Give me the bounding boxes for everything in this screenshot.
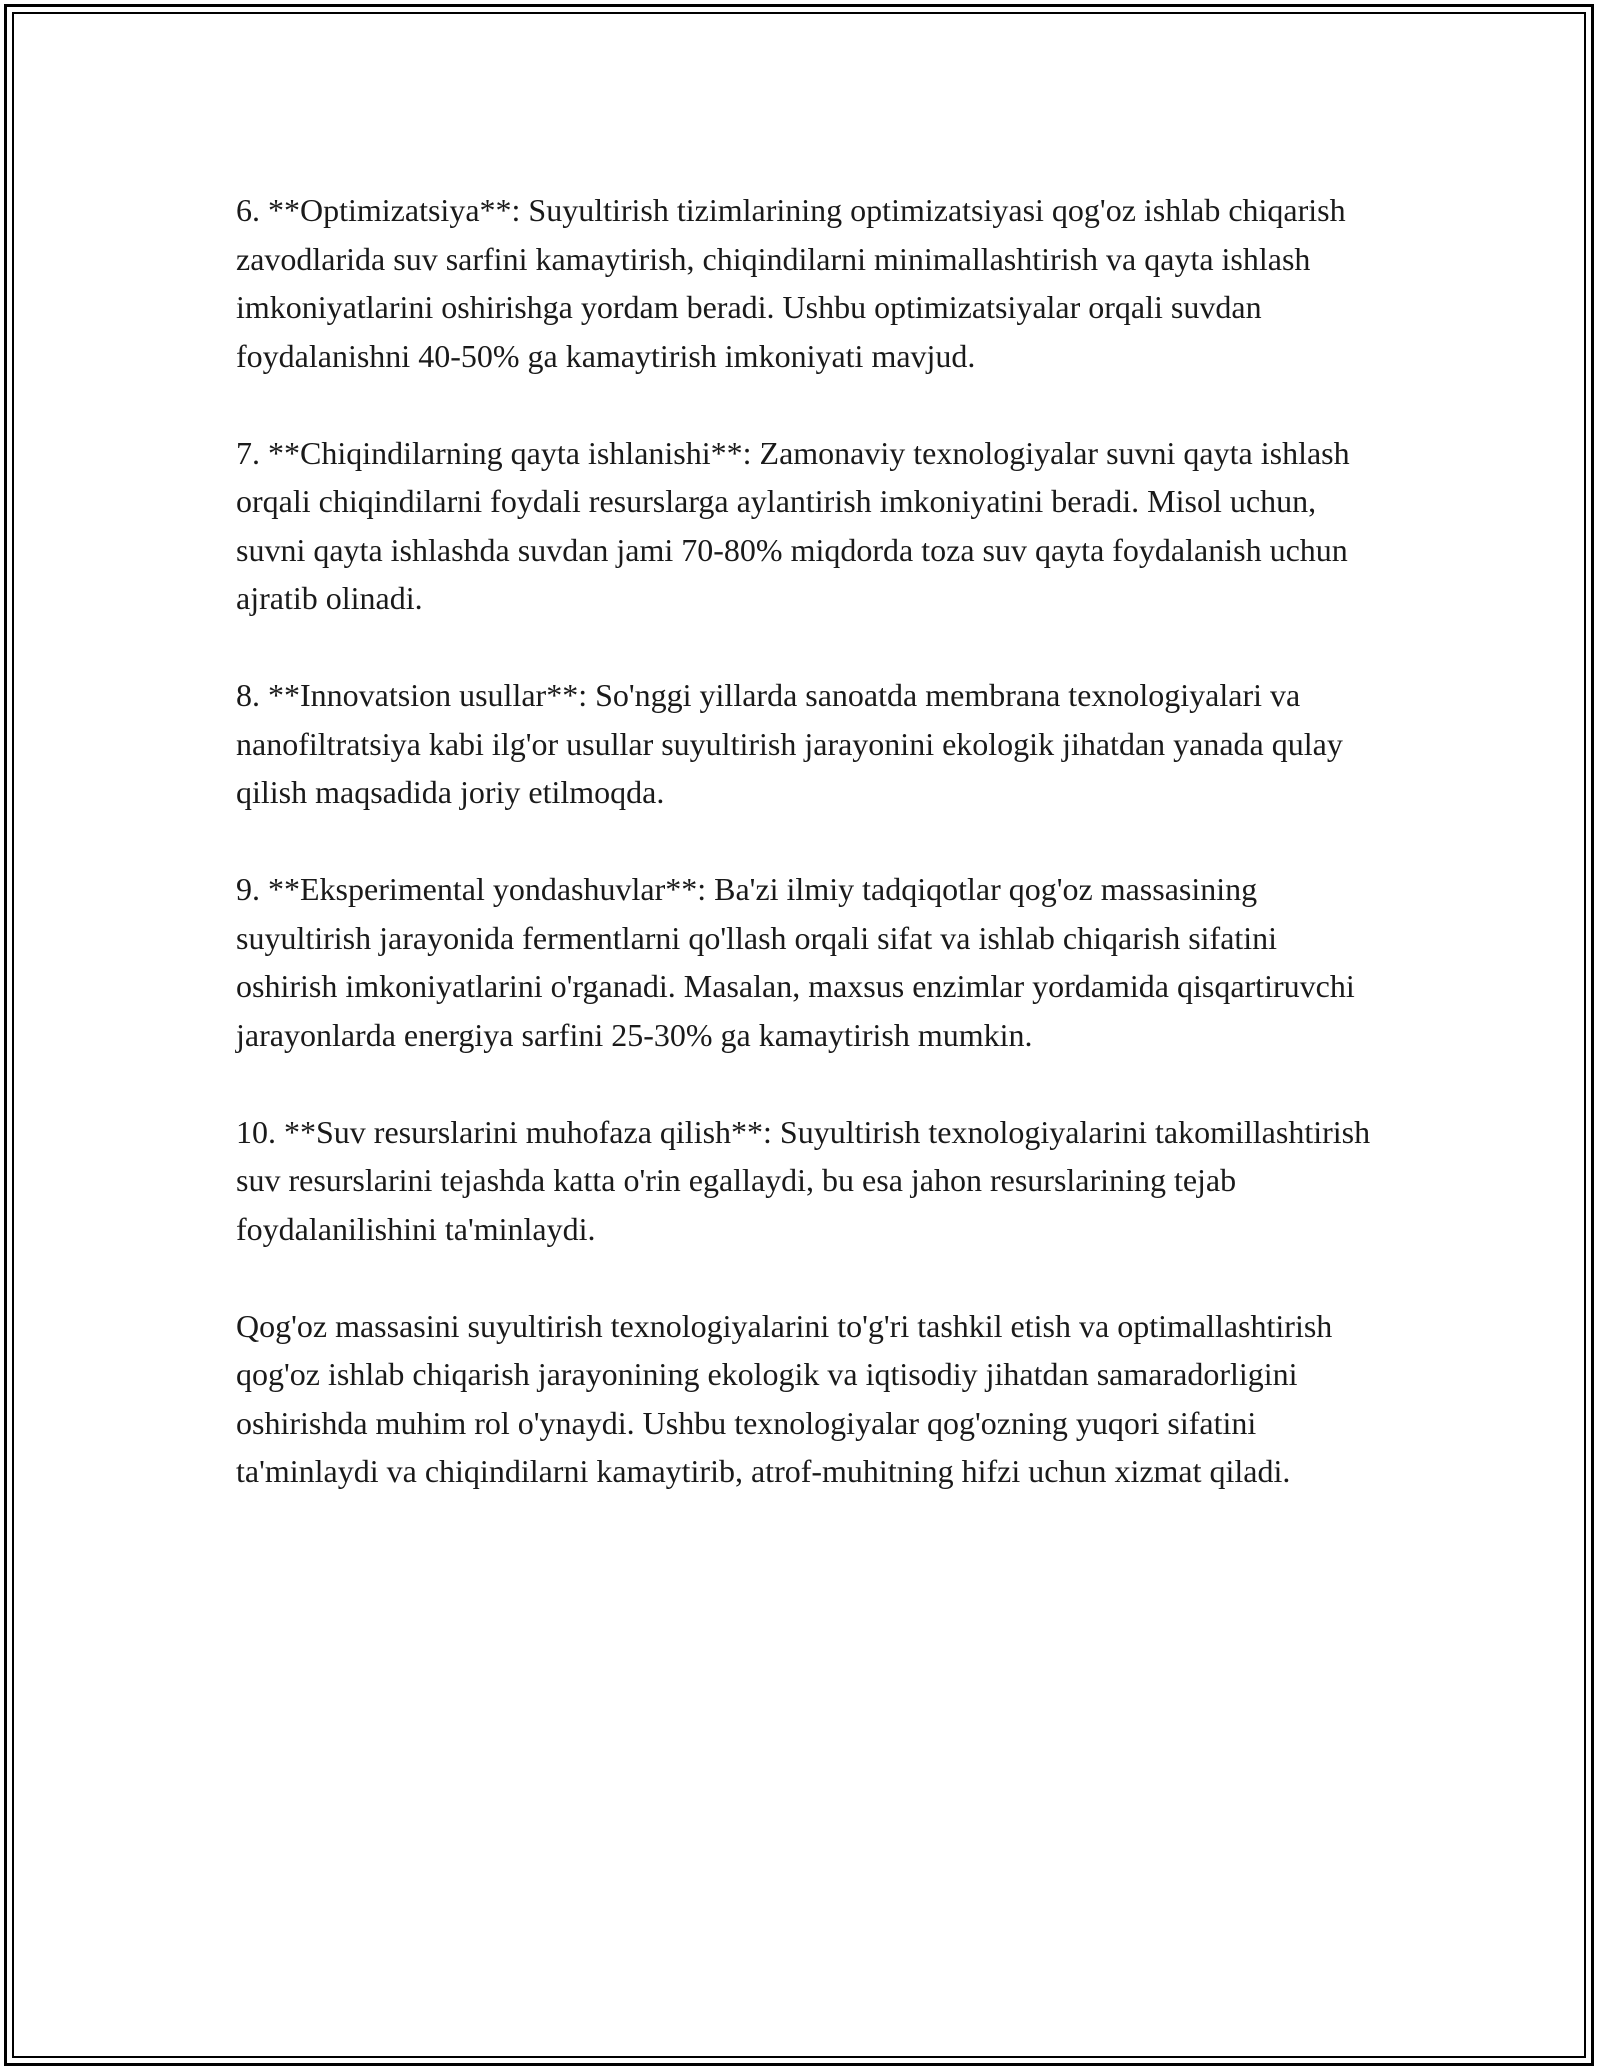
- paragraph-conclusion: Qog'oz massasini suyultirish texnologiyalarini to'g'ri tashkil etish va optimallashtirish qog'oz ishlab chiqarish jarayonining ekologik va iqtisodiy jihatdan samaradorligini oshirishda muhim rol o'ynaydi. Ushbu texnologiyalar qog'ozning yuqori sifatini ta'minlaydi va chiqindilarni kamaytirib, atrof-muhitning hifzi uchun xizmat qiladi.: [236, 1307, 1333, 1489]
- document-body: [236, 186, 1386, 1544]
- paragraph-item-6: 6. **Optimizatsiya**: Suyultirish tizimlarining optimizatsiyasi qog'oz ishlab chiqarish zavodlarida suv sarfini kamaytirish, chiqindilarni minimallashtirish va qayta ishlash imkoniyatlarini oshirishga yordam beradi. Ushbu optimizatsiyalar orqali suvdan foydalanishni 40-50% ga kamaytirish imkoniyati mavjud.: [236, 192, 1346, 374]
- paragraph-item-8: 8. **Innovatsion usullar**: So'nggi yillarda sanoatda membrana texnologiyalari va nanofiltratsiya kabi ilg'or usullar suyultirish jarayonini ekologik jihatdan yanada qulay qilish maqsadida joriy etilmoqda.: [236, 677, 1343, 810]
- paragraph-item-10: 10. **Suv resurslarini muhofaza qilish**: Suyultirish texnologiyalarini takomillashtirish suv resurslarini tejashda katta o'rin egallaydi, bu esa jahon resurslarining tejab foydalanilishini ta'minlaydi.: [236, 1113, 1371, 1247]
- paragraph-item-9: 9. **Eksperimental yondashuvlar**: Ba'zi ilmiy tadqiqotlar qog'oz massasining suyultirish jarayonida fermentlarni qo'llash orqali sifat va ishlab chiqarish sifatini oshirish imkoniyatlarini o'rganadi. Masalan, maxsus enzimlar yordamida qisqartiruvchi jarayonlarda energiya sarfini 25-30% ga kamaytirish mumkin.: [236, 871, 1355, 1053]
- paragraph-item-7: 7. **Chiqindilarning qayta ishlanishi**: Zamonaviy texnologiyalar suvni qayta ishlash orqali chiqindilarni foydali resurslarga aylantirish imkoniyatini beradi. Misol uchun, suvni qayta ishlashda suvdan jami 70-80% miqdorda toza suv qayta foydalanish uchun ajratib olinadi.: [236, 434, 1350, 616]
